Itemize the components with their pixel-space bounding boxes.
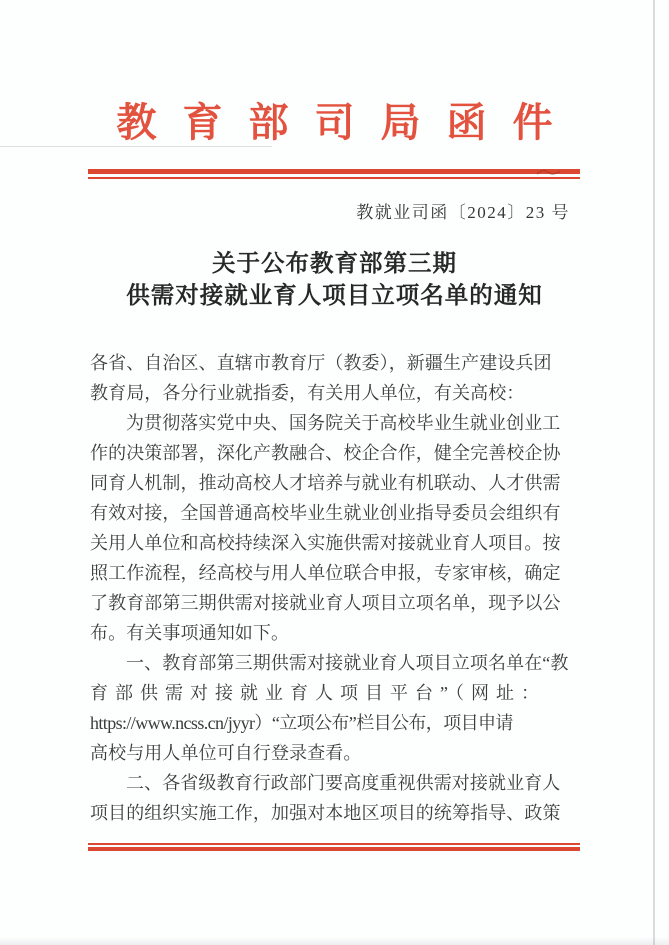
body-line: 二、各省级教育行政部门要高度重视供需对接就业育人: [126, 773, 561, 793]
body-line-with-url: https://www.ncss.cn/jyyr）“立项公布”栏目公布，项目申请: [90, 713, 513, 733]
document-number: 教就业司函〔2024〕23 号: [356, 203, 570, 222]
body-line: 布。有关事项通知如下。: [90, 623, 290, 643]
notice-title-line1: 关于公布教育部第三期: [212, 251, 457, 277]
body-line: 教育局，各分行业就指委，有关用人单位，有关高校：: [90, 383, 525, 403]
body-line: 关用人单位和高校持续深入实施供需对接就业育人项目。按: [90, 533, 561, 553]
body-line: 一、教育部第三期供需对接就业育人项目立项名单在“教: [126, 653, 569, 673]
body-line: 育部供需对接就业育人项目平台”（网址：: [90, 683, 546, 703]
body-line: 为贯彻落实党中央、国务院关于高校毕业生就业创业工: [126, 413, 561, 433]
body-line: 同育人机制，推动高校人才培养与就业有机联动、人才供需: [90, 473, 561, 493]
body-line: 有效对接，全国普通高校毕业生就业创业指导委员会组织有: [90, 503, 561, 523]
scan-crease-line: [0, 146, 272, 147]
letterhead-rule: [88, 169, 580, 179]
letterhead-title: 教育部司局函件: [116, 100, 579, 145]
body-line: 高校与用人单位可自行登录查看。: [90, 743, 362, 763]
body-line: 各省、自治区、直辖市教育厅（教委），新疆生产建设兵团: [90, 353, 552, 373]
notice-title: [0, 248, 669, 312]
notice-title-line2: 供需对接就业育人项目立项名单的通知: [126, 283, 543, 309]
notice-body: [90, 348, 569, 828]
body-line: 项目的组织实施工作，加强对本地区项目的统筹指导、政策: [90, 803, 561, 823]
footer-rule-thick: [88, 847, 580, 851]
pen-mark-artifact: [536, 165, 562, 177]
body-line: 照工作流程，经高校与用人单位联合申报，专家审核，确定: [90, 563, 561, 583]
scan-bottom-shadow: [0, 937, 669, 945]
body-line: 作的决策部署，深化产教融合、校企合作，健全完善校企协: [90, 443, 561, 463]
letterhead-rule-thin: [88, 177, 580, 179]
body-line: 了教育部第三期供需对接就业育人项目立项名单，现予以公: [90, 593, 561, 613]
footer-rule: [88, 843, 580, 851]
